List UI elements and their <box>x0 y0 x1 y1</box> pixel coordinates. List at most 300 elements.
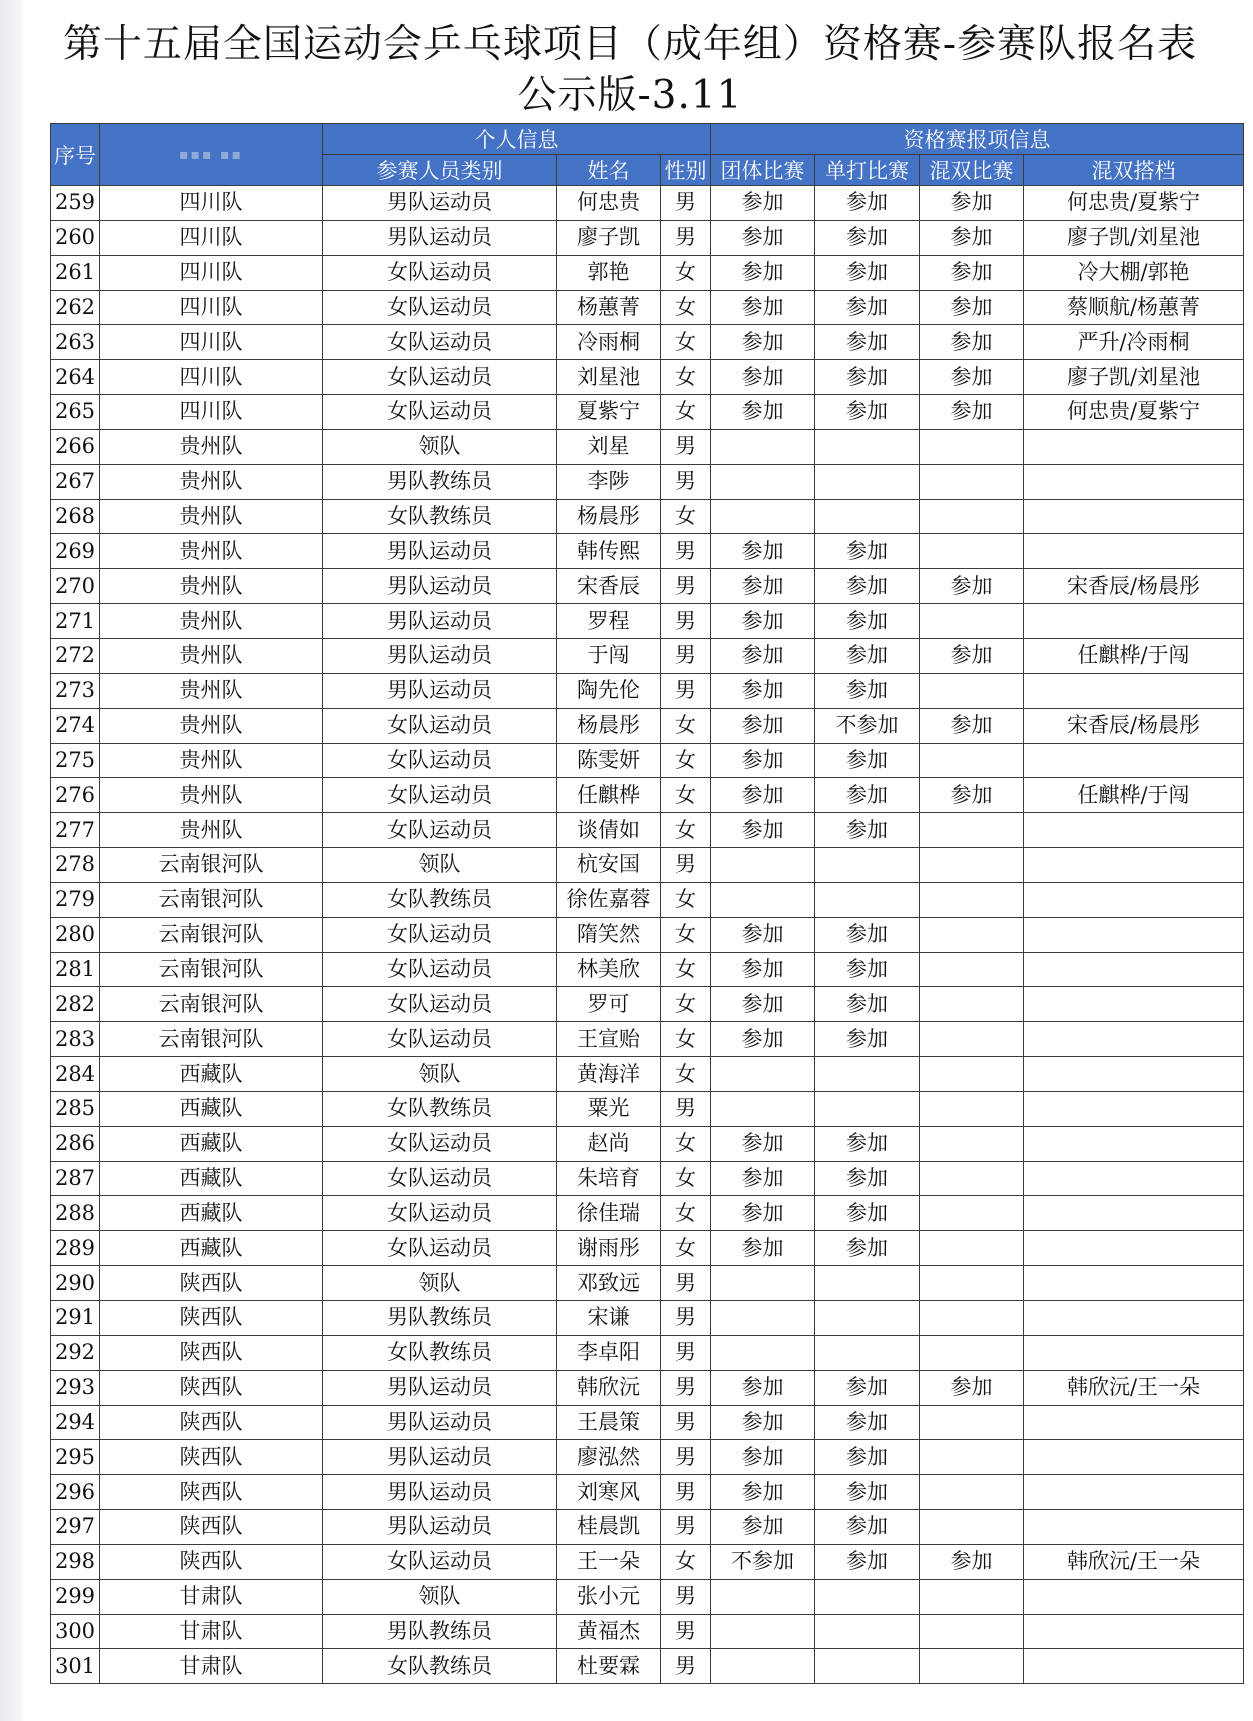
cell-mixed-partner <box>1024 1301 1244 1336</box>
cell-team-event: 参加 <box>711 1126 815 1161</box>
cell-seq: 281 <box>51 952 100 987</box>
cell-mixed <box>920 1126 1024 1161</box>
cell-team-event: 参加 <box>711 813 815 848</box>
cell-mixed: 参加 <box>920 778 1024 813</box>
cell-gender: 男 <box>661 1440 711 1475</box>
cell-singles: 不参加 <box>815 708 920 743</box>
cell-team: 四川队 <box>100 360 323 395</box>
cell-name: 李卓阳 <box>557 1335 661 1370</box>
cell-mixed: 参加 <box>920 360 1024 395</box>
cell-name: 夏紫宁 <box>557 395 661 430</box>
cell-gender: 男 <box>661 638 711 673</box>
cell-team: 陕西队 <box>100 1335 323 1370</box>
cell-team-event: 参加 <box>711 1510 815 1545</box>
cell-team-event: 参加 <box>711 1405 815 1440</box>
cell-gender: 男 <box>661 534 711 569</box>
cell-gender: 男 <box>661 1266 711 1301</box>
cell-gender: 女 <box>661 1231 711 1266</box>
cell-name: 刘星池 <box>557 360 661 395</box>
cell-team-event: 参加 <box>711 1440 815 1475</box>
cell-mixed <box>920 743 1024 778</box>
table-row <box>51 1649 1244 1684</box>
cell-seq: 301 <box>51 1649 100 1684</box>
cell-mixed-partner <box>1024 464 1244 499</box>
cell-category: 男队运动员 <box>323 638 557 673</box>
cell-team: 四川队 <box>100 325 323 360</box>
cell-category: 女队运动员 <box>323 290 557 325</box>
cell-team: 云南银河队 <box>100 917 323 952</box>
cell-team: 西藏队 <box>100 1057 323 1092</box>
cell-name: 宋香辰 <box>557 569 661 604</box>
cell-name: 隋笑然 <box>557 917 661 952</box>
cell-mixed <box>920 987 1024 1022</box>
cell-category: 女队教练员 <box>323 499 557 534</box>
cell-seq: 269 <box>51 534 100 569</box>
cell-mixed <box>920 673 1024 708</box>
table-row <box>51 499 1244 534</box>
cell-mixed-partner <box>1024 1440 1244 1475</box>
cell-team-event: 参加 <box>711 1161 815 1196</box>
cell-team-event: 参加 <box>711 255 815 290</box>
cell-team: 云南银河队 <box>100 952 323 987</box>
cell-category: 女队运动员 <box>323 1126 557 1161</box>
cell-name: 宋谦 <box>557 1301 661 1336</box>
table-row <box>51 1196 1244 1231</box>
cell-mixed <box>920 1022 1024 1057</box>
cell-gender: 女 <box>661 778 711 813</box>
cell-seq: 291 <box>51 1301 100 1336</box>
cell-gender: 女 <box>661 743 711 778</box>
cell-team: 贵州队 <box>100 813 323 848</box>
cell-seq: 297 <box>51 1510 100 1545</box>
cell-mixed-partner: 廖子凯/刘星池 <box>1024 220 1244 255</box>
cell-team: 云南银河队 <box>100 848 323 883</box>
cell-category: 男队运动员 <box>323 1370 557 1405</box>
cell-mixed <box>920 1614 1024 1649</box>
cell-team-event: 参加 <box>711 395 815 430</box>
cell-category: 男队教练员 <box>323 1301 557 1336</box>
cell-singles: 参加 <box>815 325 920 360</box>
cell-name: 罗可 <box>557 987 661 1022</box>
cell-team: 陕西队 <box>100 1440 323 1475</box>
cell-singles <box>815 1614 920 1649</box>
cell-mixed-partner <box>1024 1266 1244 1301</box>
cell-team: 贵州队 <box>100 534 323 569</box>
cell-mixed-partner <box>1024 1475 1244 1510</box>
cell-seq: 283 <box>51 1022 100 1057</box>
cell-team-event: 参加 <box>711 220 815 255</box>
table-row <box>51 1022 1244 1057</box>
cell-team: 陕西队 <box>100 1544 323 1579</box>
cell-gender: 女 <box>661 708 711 743</box>
cell-mixed-partner <box>1024 1126 1244 1161</box>
cell-team: 陕西队 <box>100 1266 323 1301</box>
cell-mixed-partner: 宋香辰/杨晨彤 <box>1024 569 1244 604</box>
cell-name: 桂晨凯 <box>557 1510 661 1545</box>
cell-category: 领队 <box>323 848 557 883</box>
cell-mixed <box>920 917 1024 952</box>
cell-category: 女队运动员 <box>323 1161 557 1196</box>
cell-name: 罗程 <box>557 604 661 639</box>
cell-seq: 278 <box>51 848 100 883</box>
cell-gender: 男 <box>661 1614 711 1649</box>
cell-category: 男队运动员 <box>323 1440 557 1475</box>
cell-mixed <box>920 464 1024 499</box>
table-row <box>51 464 1244 499</box>
cell-team: 四川队 <box>100 290 323 325</box>
cell-category: 女队运动员 <box>323 325 557 360</box>
cell-gender: 女 <box>661 499 711 534</box>
cell-seq: 264 <box>51 360 100 395</box>
cell-team-event <box>711 882 815 917</box>
cell-team-event: 参加 <box>711 952 815 987</box>
cell-singles: 参加 <box>815 1405 920 1440</box>
cell-gender: 女 <box>661 917 711 952</box>
cell-team-event <box>711 1057 815 1092</box>
cell-mixed <box>920 1266 1024 1301</box>
header-name: 姓名 <box>557 155 661 186</box>
cell-mixed-partner <box>1024 604 1244 639</box>
cell-singles: 参加 <box>815 1370 920 1405</box>
table-row <box>51 673 1244 708</box>
cell-category: 男队教练员 <box>323 1614 557 1649</box>
cell-singles: 参加 <box>815 813 920 848</box>
cell-seq: 280 <box>51 917 100 952</box>
cell-team: 陕西队 <box>100 1370 323 1405</box>
cell-mixed-partner: 宋香辰/杨晨彤 <box>1024 708 1244 743</box>
cell-name: 任麒桦 <box>557 778 661 813</box>
cell-gender: 男 <box>661 220 711 255</box>
cell-mixed: 参加 <box>920 395 1024 430</box>
cell-name: 陶先伦 <box>557 673 661 708</box>
cell-singles <box>815 464 920 499</box>
cell-team: 西藏队 <box>100 1231 323 1266</box>
cell-team: 甘肃队 <box>100 1614 323 1649</box>
cell-category: 女队运动员 <box>323 1022 557 1057</box>
cell-gender: 女 <box>661 1057 711 1092</box>
cell-mixed <box>920 1301 1024 1336</box>
cell-singles: 参加 <box>815 1161 920 1196</box>
cell-singles <box>815 1091 920 1126</box>
cell-singles: 参加 <box>815 360 920 395</box>
cell-mixed-partner <box>1024 1405 1244 1440</box>
cell-category: 女队教练员 <box>323 1091 557 1126</box>
header-personal-info: 个人信息 <box>323 124 711 155</box>
cell-team: 四川队 <box>100 255 323 290</box>
cell-mixed-partner <box>1024 848 1244 883</box>
cell-seq: 260 <box>51 220 100 255</box>
table-row <box>51 1614 1244 1649</box>
cell-mixed <box>920 1231 1024 1266</box>
cell-team-event <box>711 1335 815 1370</box>
cell-singles: 参加 <box>815 186 920 221</box>
cell-team: 甘肃队 <box>100 1649 323 1684</box>
cell-category: 领队 <box>323 429 557 464</box>
cell-name: 刘寒风 <box>557 1475 661 1510</box>
cell-singles: 参加 <box>815 1475 920 1510</box>
cell-team-event: 参加 <box>711 708 815 743</box>
cell-mixed <box>920 1475 1024 1510</box>
cell-mixed-partner <box>1024 917 1244 952</box>
cell-name: 韩欣沅 <box>557 1370 661 1405</box>
cell-name: 杨晨彤 <box>557 708 661 743</box>
cell-category: 女队运动员 <box>323 987 557 1022</box>
cell-singles: 参加 <box>815 220 920 255</box>
table-row <box>51 569 1244 604</box>
cell-seq: 275 <box>51 743 100 778</box>
cell-team: 贵州队 <box>100 708 323 743</box>
cell-team-event: 参加 <box>711 604 815 639</box>
cell-team: 陕西队 <box>100 1475 323 1510</box>
registration-table <box>50 123 1244 1684</box>
cell-mixed-partner: 严升/冷雨桐 <box>1024 325 1244 360</box>
cell-name: 刘星 <box>557 429 661 464</box>
cell-singles: 参加 <box>815 1544 920 1579</box>
cell-seq: 279 <box>51 882 100 917</box>
cell-team: 贵州队 <box>100 743 323 778</box>
cell-singles: 参加 <box>815 743 920 778</box>
cell-name: 谈倩如 <box>557 813 661 848</box>
cell-mixed-partner <box>1024 1022 1244 1057</box>
cell-name: 张小元 <box>557 1579 661 1614</box>
header-qualification-info: 资格赛报项信息 <box>711 124 1244 155</box>
cell-gender: 女 <box>661 1126 711 1161</box>
table-row <box>51 778 1244 813</box>
cell-category: 女队运动员 <box>323 395 557 430</box>
cell-mixed: 参加 <box>920 186 1024 221</box>
cell-gender: 男 <box>661 1370 711 1405</box>
cell-seq: 266 <box>51 429 100 464</box>
table-row <box>51 1579 1244 1614</box>
cell-mixed <box>920 429 1024 464</box>
cell-team-event: 参加 <box>711 1022 815 1057</box>
cell-mixed-partner <box>1024 1057 1244 1092</box>
table-row <box>51 987 1244 1022</box>
cell-team-event: 参加 <box>711 778 815 813</box>
cell-gender: 男 <box>661 604 711 639</box>
cell-mixed-partner <box>1024 1161 1244 1196</box>
cell-name: 李陟 <box>557 464 661 499</box>
cell-mixed-partner <box>1024 429 1244 464</box>
cell-seq: 299 <box>51 1579 100 1614</box>
cell-mixed <box>920 882 1024 917</box>
table-row <box>51 1126 1244 1161</box>
cell-seq: 259 <box>51 186 100 221</box>
cell-name: 韩传熙 <box>557 534 661 569</box>
table-row <box>51 604 1244 639</box>
cell-seq: 268 <box>51 499 100 534</box>
cell-seq: 293 <box>51 1370 100 1405</box>
cell-seq: 270 <box>51 569 100 604</box>
cell-mixed-partner <box>1024 882 1244 917</box>
table-row <box>51 1510 1244 1545</box>
cell-gender: 男 <box>661 186 711 221</box>
cell-seq: 289 <box>51 1231 100 1266</box>
cell-singles: 参加 <box>815 1126 920 1161</box>
table-row <box>51 952 1244 987</box>
cell-name: 王晨策 <box>557 1405 661 1440</box>
cell-category: 男队运动员 <box>323 1475 557 1510</box>
cell-team-event: 不参加 <box>711 1544 815 1579</box>
cell-name: 徐佐嘉蓉 <box>557 882 661 917</box>
cell-singles: 参加 <box>815 673 920 708</box>
cell-team-event: 参加 <box>711 673 815 708</box>
cell-name: 于闯 <box>557 638 661 673</box>
header-category: 参赛人员类别 <box>323 155 557 186</box>
cell-team: 贵州队 <box>100 638 323 673</box>
cell-gender: 女 <box>661 325 711 360</box>
cell-singles: 参加 <box>815 778 920 813</box>
cell-gender: 女 <box>661 952 711 987</box>
cell-team-event: 参加 <box>711 534 815 569</box>
cell-gender: 女 <box>661 1544 711 1579</box>
cell-category: 领队 <box>323 1579 557 1614</box>
cell-seq: 271 <box>51 604 100 639</box>
cell-mixed-partner <box>1024 952 1244 987</box>
cell-team-event <box>711 848 815 883</box>
cell-category: 领队 <box>323 1266 557 1301</box>
cell-gender: 女 <box>661 1022 711 1057</box>
cell-team-event: 参加 <box>711 1475 815 1510</box>
cell-mixed <box>920 952 1024 987</box>
table-row <box>51 1231 1244 1266</box>
cell-gender: 女 <box>661 360 711 395</box>
cell-name: 陈雯妍 <box>557 743 661 778</box>
cell-gender: 女 <box>661 813 711 848</box>
cell-category: 男队运动员 <box>323 220 557 255</box>
cell-team-event: 参加 <box>711 1370 815 1405</box>
table-body <box>51 186 1244 1684</box>
cell-seq: 277 <box>51 813 100 848</box>
cell-singles <box>815 1266 920 1301</box>
cell-mixed <box>920 1196 1024 1231</box>
cell-singles: 参加 <box>815 638 920 673</box>
cell-category: 女队教练员 <box>323 882 557 917</box>
cell-gender: 男 <box>661 848 711 883</box>
cell-name: 郭艳 <box>557 255 661 290</box>
cell-mixed-partner <box>1024 499 1244 534</box>
table-row <box>51 708 1244 743</box>
cell-seq: 286 <box>51 1126 100 1161</box>
cell-gender: 男 <box>661 569 711 604</box>
cell-singles <box>815 1579 920 1614</box>
table-row <box>51 220 1244 255</box>
cell-name: 廖泓然 <box>557 1440 661 1475</box>
cell-mixed-partner <box>1024 534 1244 569</box>
cell-mixed-partner: 廖子凯/刘星池 <box>1024 360 1244 395</box>
cell-team-event: 参加 <box>711 987 815 1022</box>
cell-team-event: 参加 <box>711 186 815 221</box>
cell-mixed <box>920 499 1024 534</box>
cell-mixed-partner: 任麒桦/于闯 <box>1024 778 1244 813</box>
cell-gender: 女 <box>661 1161 711 1196</box>
header-mixed-partner: 混双搭档 <box>1024 155 1244 186</box>
cell-gender: 男 <box>661 1475 711 1510</box>
table-row <box>51 917 1244 952</box>
cell-singles: 参加 <box>815 987 920 1022</box>
cell-mixed: 参加 <box>920 220 1024 255</box>
cell-mixed-partner <box>1024 1579 1244 1614</box>
cell-team-event: 参加 <box>711 325 815 360</box>
header-singles: 单打比赛 <box>815 155 920 186</box>
cell-team: 甘肃队 <box>100 1579 323 1614</box>
table-row <box>51 1440 1244 1475</box>
header-gender: 性别 <box>661 155 711 186</box>
table-row <box>51 1475 1244 1510</box>
cell-singles: 参加 <box>815 917 920 952</box>
table-row <box>51 186 1244 221</box>
cell-singles: 参加 <box>815 534 920 569</box>
cell-gender: 女 <box>661 1196 711 1231</box>
cell-gender: 男 <box>661 464 711 499</box>
cell-category: 女队运动员 <box>323 360 557 395</box>
cell-mixed: 参加 <box>920 708 1024 743</box>
cell-name: 杨晨彤 <box>557 499 661 534</box>
cell-mixed-partner <box>1024 1196 1244 1231</box>
table-row <box>51 1544 1244 1579</box>
cell-name: 王一朵 <box>557 1544 661 1579</box>
cell-mixed: 参加 <box>920 290 1024 325</box>
cell-category: 领队 <box>323 1057 557 1092</box>
cell-singles: 参加 <box>815 395 920 430</box>
cell-gender: 女 <box>661 882 711 917</box>
cell-name: 谢雨彤 <box>557 1231 661 1266</box>
cell-team-event <box>711 464 815 499</box>
table-row <box>51 1370 1244 1405</box>
cell-singles <box>815 848 920 883</box>
cell-team-event <box>711 1614 815 1649</box>
cell-team-event: 参加 <box>711 290 815 325</box>
cell-mixed-partner <box>1024 1231 1244 1266</box>
cell-seq: 276 <box>51 778 100 813</box>
cell-seq: 296 <box>51 1475 100 1510</box>
cell-category: 男队运动员 <box>323 186 557 221</box>
cell-gender: 男 <box>661 1649 711 1684</box>
cell-team: 西藏队 <box>100 1126 323 1161</box>
cell-team-event <box>711 1649 815 1684</box>
cell-team-event <box>711 499 815 534</box>
cell-gender: 女 <box>661 255 711 290</box>
cell-name: 杭安国 <box>557 848 661 883</box>
cell-team-event: 参加 <box>711 569 815 604</box>
cell-category: 女队教练员 <box>323 1335 557 1370</box>
cell-team-event: 参加 <box>711 360 815 395</box>
cell-seq: 285 <box>51 1091 100 1126</box>
cell-singles: 参加 <box>815 569 920 604</box>
cell-name: 何忠贵 <box>557 186 661 221</box>
table-row <box>51 1091 1244 1126</box>
cell-team-event: 参加 <box>711 917 815 952</box>
cell-team-event <box>711 1301 815 1336</box>
cell-seq: 267 <box>51 464 100 499</box>
document-title <box>40 18 1220 120</box>
header-team-blurred: ▪▪▪ ▪▪ <box>100 124 323 186</box>
cell-seq: 274 <box>51 708 100 743</box>
cell-category: 女队运动员 <box>323 1231 557 1266</box>
cell-mixed <box>920 1057 1024 1092</box>
cell-gender: 男 <box>661 673 711 708</box>
table-row <box>51 290 1244 325</box>
cell-gender: 男 <box>661 1405 711 1440</box>
cell-seq: 272 <box>51 638 100 673</box>
cell-mixed <box>920 1335 1024 1370</box>
cell-name: 廖子凯 <box>557 220 661 255</box>
cell-team: 四川队 <box>100 220 323 255</box>
cell-category: 女队运动员 <box>323 1544 557 1579</box>
cell-singles: 参加 <box>815 604 920 639</box>
table-row <box>51 638 1244 673</box>
cell-name: 黄海洋 <box>557 1057 661 1092</box>
